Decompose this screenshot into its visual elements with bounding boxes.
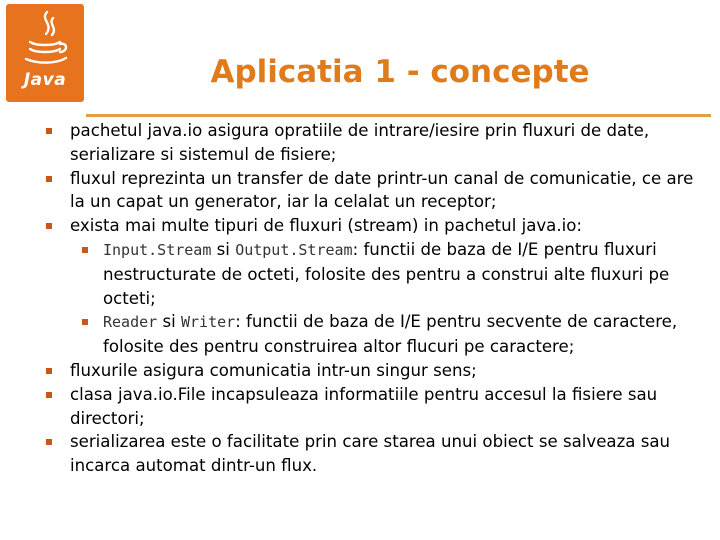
item-text: fluxul reprezinta un transfer de date printr-un canal de comunicatie, ce are la un capat un generator, iar la celalat un receptor;	[70, 168, 694, 212]
bullet-icon	[46, 176, 52, 182]
bullet-icon	[82, 319, 88, 325]
logo-text: Java	[23, 70, 67, 90]
bullet-icon	[82, 247, 88, 253]
bullet-icon	[46, 368, 52, 374]
bullet-icon	[46, 223, 52, 229]
sub-list-item	[40, 238, 712, 310]
java-coffee-cup-icon	[6, 4, 84, 70]
item-text: pachetul java.io asigura opratiile de intrare/iesire prin fluxuri de date, serializare si sistemul de fisiere;	[70, 121, 650, 164]
code-term: Writer	[181, 313, 236, 332]
bullet-icon	[46, 439, 52, 445]
list-item	[40, 214, 712, 238]
connector-text: si	[211, 239, 236, 259]
item-text: : functii de baza de I/E pentru fluxuri nestructurate de octeti, folosite des pentru a construi alte fluxuri pe octeti;	[103, 239, 670, 308]
code-term: Input.Stream	[103, 240, 212, 259]
list-item	[40, 359, 712, 383]
java-logo	[6, 4, 84, 102]
connector-text: si	[157, 312, 181, 332]
title-divider	[86, 114, 711, 117]
bullet-icon	[46, 392, 52, 398]
sub-list-item	[40, 310, 712, 359]
bullet-icon	[46, 128, 52, 134]
item-text: : functii de baza de I/E pentru secvente de caractere, folosite des pentru construirea altor flucuri pe caractere;	[103, 312, 678, 357]
list-item	[40, 383, 712, 431]
code-term: Output.Stream	[235, 240, 353, 259]
code-term: Reader	[103, 313, 158, 332]
bullet-list	[40, 119, 712, 478]
page-title: Aplicatia 1 - concepte	[210, 54, 590, 90]
list-item	[40, 167, 712, 215]
item-text: exista mai multe tipuri de fluxuri (stream) in pachetul java.io:	[70, 216, 582, 236]
item-text: clasa java.io.File incapsuleaza informatiile pentru accesul la fisiere sau directori;	[70, 384, 658, 428]
item-text: serializarea este o facilitate prin care starea unui obiect se salveaza sau incarca automat dintr-un flux.	[70, 432, 671, 476]
item-text: fluxurile asigura comunicatia intr-un singur sens;	[70, 360, 477, 380]
list-item	[40, 430, 712, 478]
list-item	[40, 119, 712, 167]
